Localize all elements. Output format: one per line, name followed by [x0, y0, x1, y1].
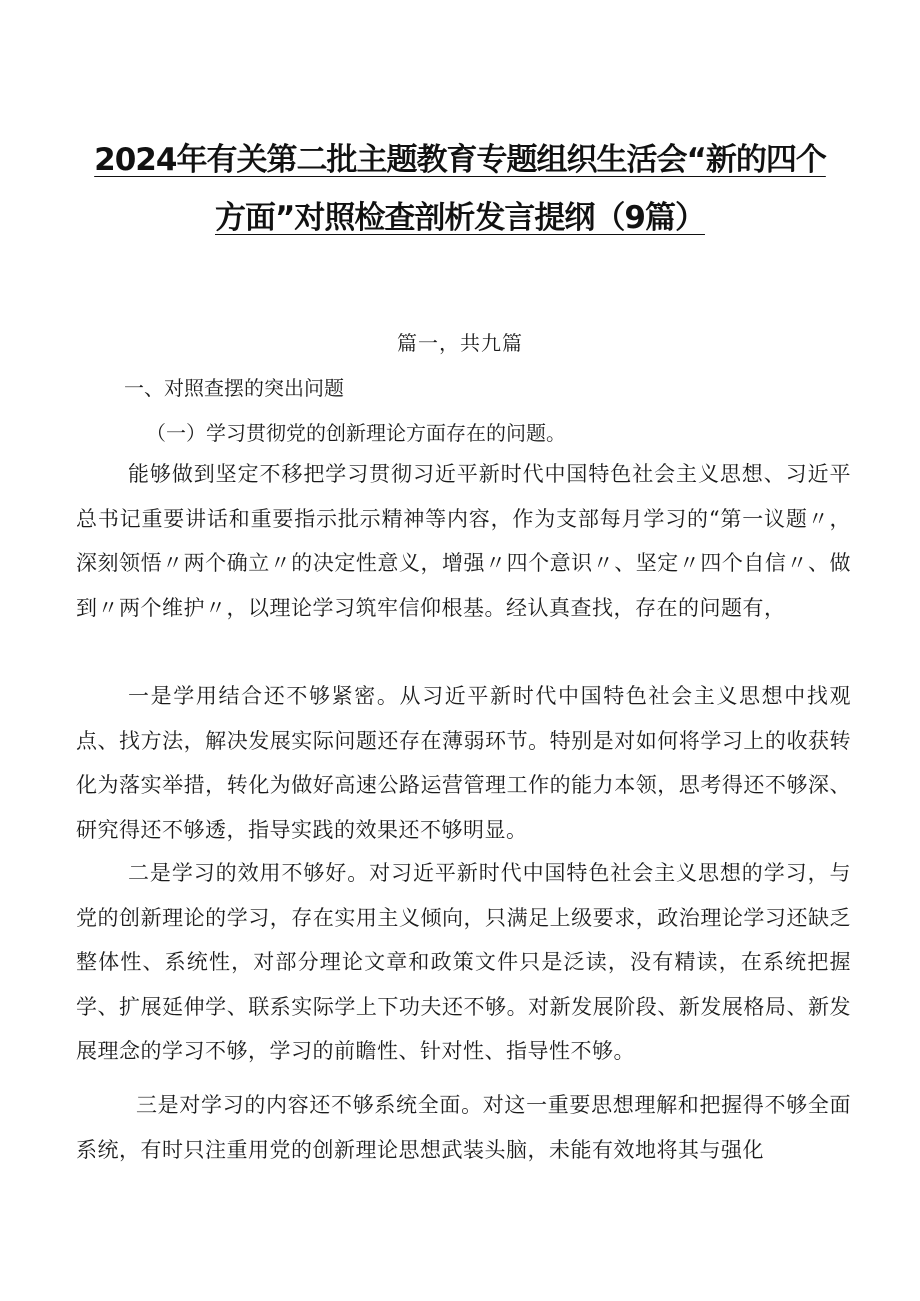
body-paragraph: 一是学用结合还不够紧密。从习近平新时代中国特色社会主义思想中找观点、找方法，解决发展实际问题还存在薄弱环节。特别是对如何将学习上的收获转化为落实举措，转化为做好高速公路运营管理工作的能力本领，思考得还不够深、研究得还不够透，指导实践的效果还不够明显。 [76, 684, 851, 842]
section-subtitle: 篇一，共九篇 [397, 331, 523, 355]
body-paragraph: 能够做到坚定不移把学习贯彻习近平新时代中国特色社会主义思想、习近平总书记重要讲话和重要指示批示精神等内容，作为支部每月学习的“第一议题〃，深刻领悟〃两个确立〃的决定性意义，增强〃四个意识〃、坚定〃四个自信〃、做到〃两个维护〃，以理论学习筑牢信仰根基。经认真查找，存在的问题有， [76, 462, 851, 620]
body-paragraph: 三是对学习的内容还不够系统全面。对这一重要思想理解和把握得不够全面系统，有时只注重用党的创新理论思想武装头脑，未能有效地将其与强化 [76, 1093, 851, 1162]
section-heading: 一、对照查摆的突出问题 [124, 376, 344, 400]
document-title-line-1: 2024年有关第二批主题教育专题组织生活会“新的四个 [94, 142, 826, 178]
subsection-heading: （一）学习贯彻党的创新理论方面存在的问题。 [146, 421, 566, 445]
body-paragraph: 二是学习的效用不够好。对习近平新时代中国特色社会主义思想的学习，与党的创新理论的学习，存在实用主义倾向，只满足上级要求，政治理论学习还缺乏整体性、系统性，对部分理论文章和政策文件只是泛读，没有精读，在系统把握学、扩展延伸学、联系实际学上下功夫还不够。对新发展阶段、新发展格局、新发展理念的学习不够，学习的前瞻性、针对性、指导性不够。 [76, 861, 851, 1063]
document-title-line-2: 方面”对照检查剖析发言提纲（9篇） [215, 200, 705, 236]
